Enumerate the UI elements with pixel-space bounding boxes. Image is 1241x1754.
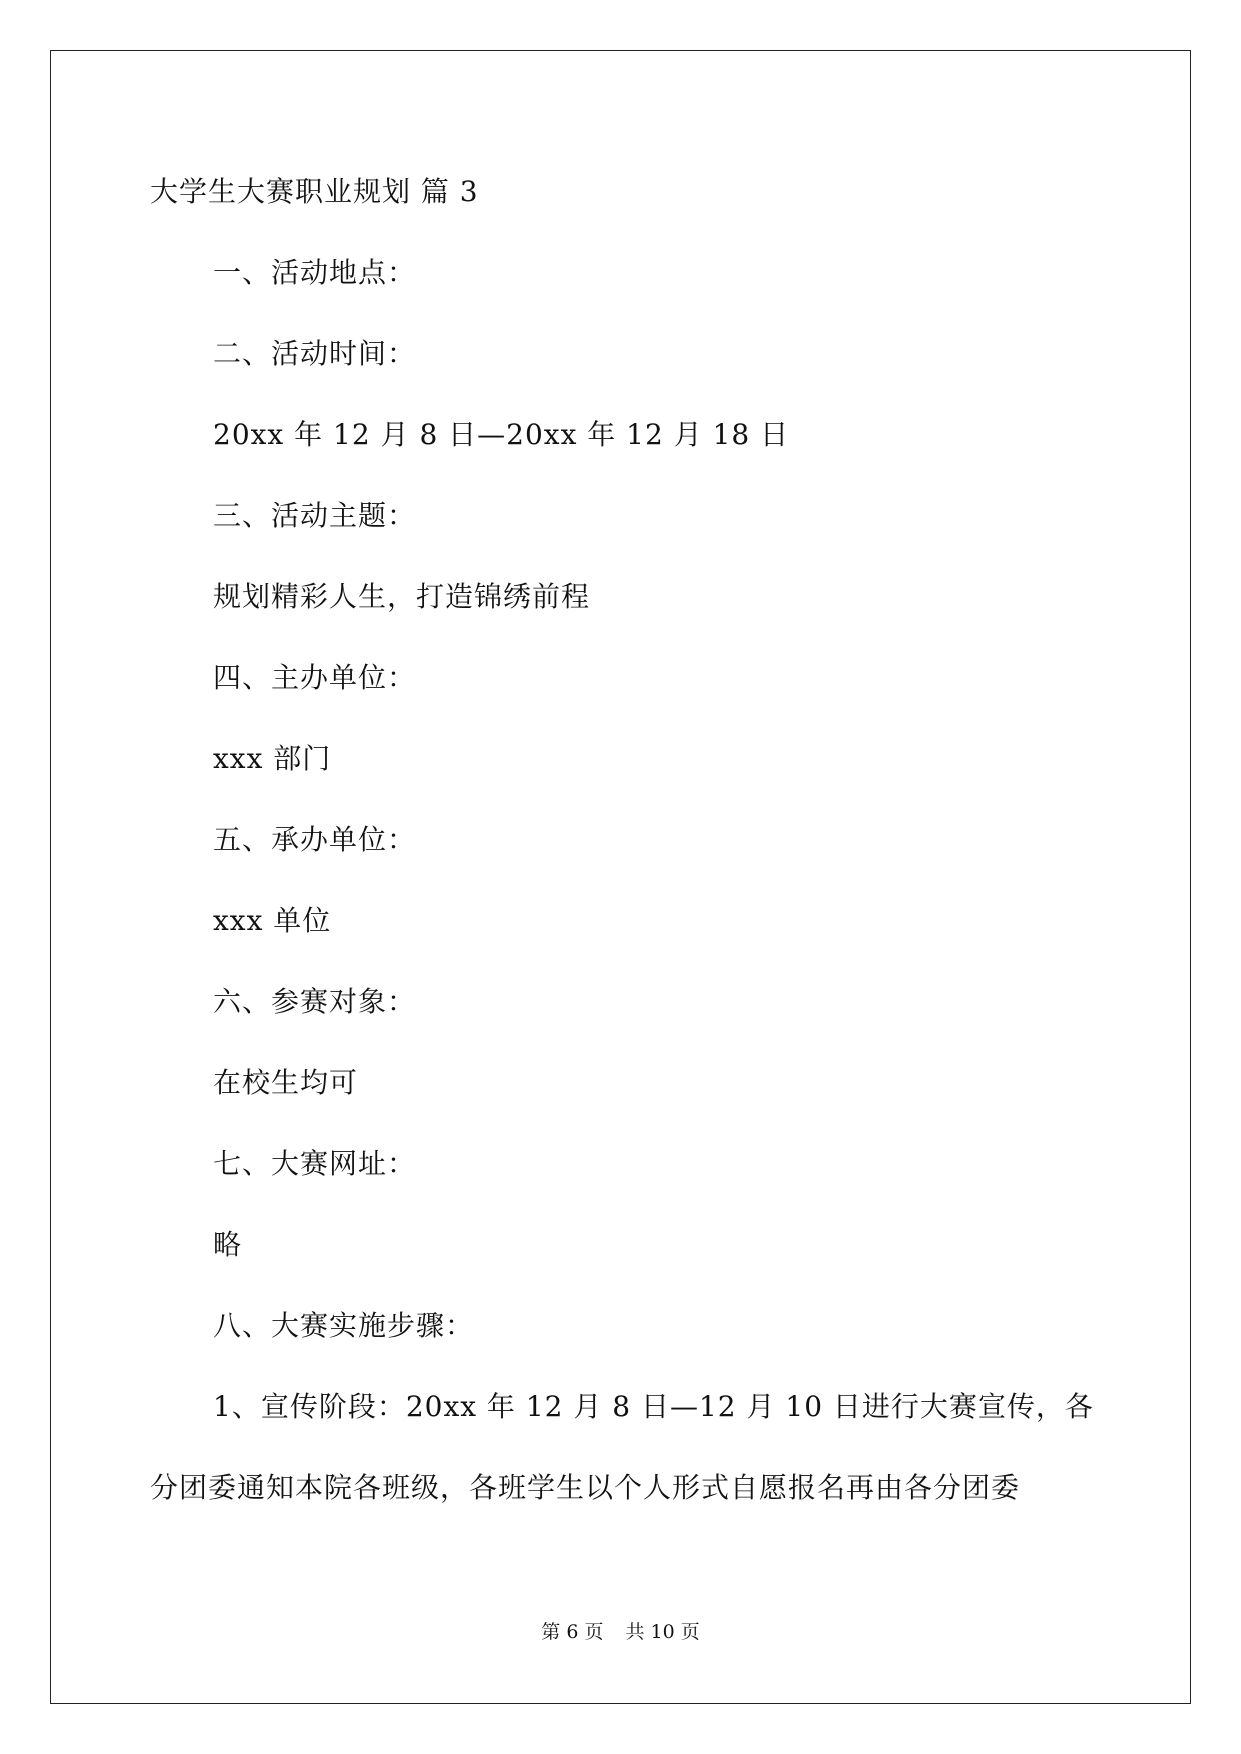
heading-co-organizer: 五、承办单位：: [213, 823, 417, 856]
page-footer: [0, 1620, 1241, 1644]
heading-theme: 三、活动主题：: [213, 499, 417, 532]
heading-website: 七、大赛网址：: [213, 1147, 417, 1180]
text-organizer: xxx 部门: [213, 742, 332, 775]
text-time-range: 20xx 年 12 月 8 日—20xx 年 12 月 18 日: [213, 418, 790, 451]
text-co-organizer: xxx 单位: [213, 904, 332, 937]
text-participants: 在校生均可: [213, 1066, 359, 1099]
heading-organizer: 四、主办单位：: [213, 661, 417, 694]
text-step-1-continuation: 分团委通知本院各班级，各班学生以个人形式自愿报名再由各分团委: [150, 1471, 1021, 1504]
heading-participants: 六、参赛对象：: [213, 985, 417, 1018]
heading-time: 二、活动时间：: [213, 337, 417, 370]
page-number: 第 6 页: [541, 1621, 604, 1643]
heading-steps: 八、大赛实施步骤：: [213, 1309, 475, 1342]
page-frame: [50, 50, 1191, 1704]
page-total: 共 10 页: [625, 1621, 700, 1643]
text-theme: 规划精彩人生，打造锦绣前程: [213, 580, 591, 613]
section-title: 大学生大赛职业规划 篇 3: [150, 175, 479, 208]
text-website: 略: [213, 1228, 243, 1261]
heading-venue: 一、活动地点：: [213, 256, 417, 289]
text-step-1: 1、宣传阶段：20xx 年 12 月 8 日—12 月 10 日进行大赛宣传，各: [213, 1390, 1094, 1423]
